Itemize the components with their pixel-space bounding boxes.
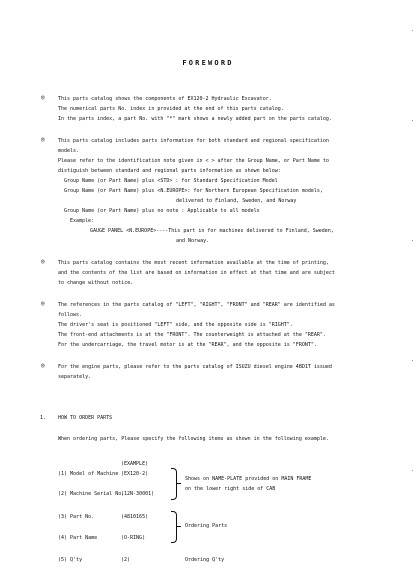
note-nameplate-1: Shows on NAME-PLATE provided on MAIN FRAME xyxy=(185,476,312,482)
item-value-2: (12N-30001) xyxy=(121,491,155,497)
p2-line-4: distiguish between standard and regional parts information as shown below: xyxy=(58,168,281,174)
p3-line-1: This parts catalog contains the most recent information available at the time of printing, xyxy=(58,260,329,266)
item-value-4: (O-RING) xyxy=(121,535,146,541)
item-value-1: (EX120-2) xyxy=(121,471,149,477)
p2-line-3: Please refer to the identification note given in < > after the Group Name, or Part Name to xyxy=(58,158,329,164)
p2-line-2: models. xyxy=(58,148,80,154)
item-value-3: (4810165) xyxy=(121,514,149,520)
p4-line-5: For the undercarriage, the travel motor is at the "REAR", and the opposite is "FRONT". xyxy=(58,342,317,348)
note-ordering-qty: Ordering Q'ty xyxy=(185,557,225,563)
section-number: 1. xyxy=(40,415,47,421)
p4-line-3: The driver's seat is positioned "LEFT" side, and the opposite side is "RIGHT". xyxy=(58,322,293,328)
bullet-icon: ◎ xyxy=(41,258,45,265)
brace-model-serial xyxy=(171,468,177,500)
item-value-5: (2) xyxy=(121,557,131,563)
bullet-icon: ◎ xyxy=(41,362,45,369)
p2-line-7: delivered to Finland, Sweden, and Norway xyxy=(176,198,297,204)
item-label-4: (4) Part Name xyxy=(58,535,98,541)
bullet-icon: ◎ xyxy=(41,94,45,101)
p1-line-3: In the parts index, a part No. with "*" mark shows a newly added part on the parts catalog. xyxy=(58,116,332,122)
item-label-1: (1) Model of Machine xyxy=(58,471,119,477)
p4-line-4: The front-end attachments is at the "FRONT". The counterweight is attached at the "REAR". xyxy=(58,332,326,338)
item-label-2: (2) Machine Serial No. xyxy=(58,491,125,497)
p5-line-1: For the engine parts, please refer to the parts catalog of ISUZU diesel engine 4BD1T issued xyxy=(58,364,332,370)
p4-line-2: follows. xyxy=(58,312,83,318)
page-title: FOREWORD xyxy=(182,59,234,67)
p2-line-11: and Norway. xyxy=(176,238,210,244)
section-heading: HOW TO ORDER PARTS xyxy=(58,415,113,421)
bullet-icon: ◎ xyxy=(41,300,45,307)
brace-tip xyxy=(177,483,181,484)
note-nameplate-2: on the lower right side of CAB xyxy=(185,486,276,492)
p2-line-5: Group Name (or Part Name) plus <STD> : for Standard Specification Model xyxy=(64,178,278,184)
item-label-3: (3) Part No. xyxy=(58,514,95,520)
p5-line-2: separately. xyxy=(58,374,92,380)
p4-line-1: The references in the parts catalog of "LEFT", "RIGHT", "FRONT" and "REAR" are identified as xyxy=(58,302,335,308)
p2-line-10: GAUGE PANEL <N.EUROPE>----This part in for machines delivered to Finland, Sweden, xyxy=(90,228,334,234)
bullet-icon: ◎ xyxy=(41,136,45,143)
p1-line-2: The numerical parts No. index in provided at the end of this parts catalog. xyxy=(58,106,284,112)
scan-noise xyxy=(412,0,416,588)
p2-line-6: Group Name (or Part Name) plus <N.EUROPE>: for Northern European Specification models, xyxy=(64,188,323,194)
p3-line-3: to change without notice. xyxy=(58,280,134,286)
p2-line-9: Example: xyxy=(70,218,95,224)
p1-line-1: This parts catalog shows the components of EX120-2 Hydraulic Excavator. xyxy=(58,96,272,102)
item-label-5: (5) Q'ty xyxy=(58,557,83,563)
brace-tip xyxy=(177,526,181,527)
brace-part-info xyxy=(171,511,177,543)
p3-line-2: and the contents of the list are based on information in effect at that time and are subject xyxy=(58,270,335,276)
example-label: (EXAMPLE) xyxy=(121,461,149,467)
section-intro: When ordering parts, Please specify the following items as shown in the following example. xyxy=(58,436,329,442)
note-ordering-parts: Ordering Parts xyxy=(185,523,228,529)
p2-line-8: Group Name (or Part Name) plus no note : Applicable to all models xyxy=(64,208,260,214)
p2-line-1: This parts catalog includes parts information for both standard and regional specification xyxy=(58,138,329,144)
